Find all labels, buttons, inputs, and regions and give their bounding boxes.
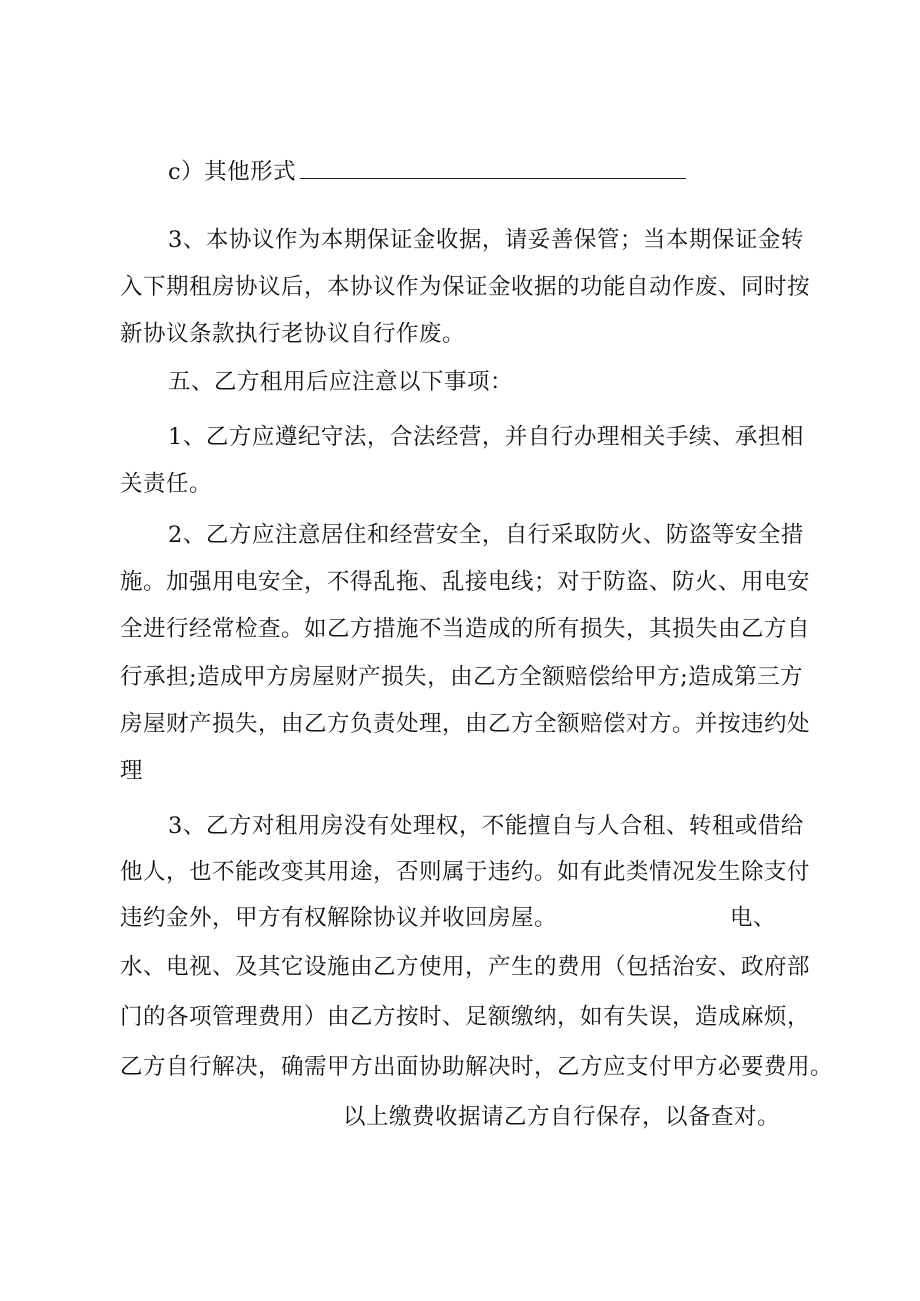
text-line: 施。加强用电安全，不得乱拖、乱接电线；对于防盗、防火、用电安 xyxy=(120,569,811,595)
text-line: 2、乙方应注意居住和经营安全，自行采取防火、防盗等安全措 xyxy=(168,522,804,548)
text-line: 理 xyxy=(120,758,144,784)
closing-note: 以上缴费收据请乙方自行保存，以备查对。 xyxy=(343,1104,781,1130)
text-line: 1、乙方应遵纪守法，合法经营，并自行办理相关手续、承担相 xyxy=(168,424,804,450)
text-line: 水、电视、及其它设施由乙方使用，产生的费用（包括治安、政府部 xyxy=(120,954,811,980)
text-line: 房屋财产损失，由乙方负责处理，由乙方全额赔偿对方。并按违约处 xyxy=(120,711,811,737)
text-line-content: c）其他形式 xyxy=(168,159,297,185)
text-line xyxy=(168,158,686,186)
text-line: 入下期租房协议后，本协议作为保证金收据的功能自动作废、同时按 xyxy=(120,274,811,300)
text-line: 3、乙方对租用房没有处理权，不能擅自与人合租、转租或借给 xyxy=(168,813,804,839)
text-line: 电、 xyxy=(730,905,777,931)
text-line: 他人，也不能改变其用途，否则属于违约。如有此类情况发生除支付 xyxy=(120,859,811,885)
text-line: 全进行经常检查。如乙方措施不当造成的所有损失，其损失由乙方自 xyxy=(120,616,811,642)
section-heading: 五、乙方租用后应注意以下事项： xyxy=(168,369,514,395)
fill-in-blank-line xyxy=(300,160,686,179)
text-line: 门的各项管理费用）由乙方按时、足额缴纳，如有失误，造成麻烦， xyxy=(120,1004,811,1030)
text-line: 违约金外，甲方有权解除协议并收回房屋。 xyxy=(120,905,558,931)
text-line: 新协议条款执行老协议自行作废。 xyxy=(120,321,466,347)
text-line: 关责任。 xyxy=(120,471,213,497)
text-line: 行承担;造成甲方房屋财产损失，由乙方全额赔偿给甲方;造成第三方 xyxy=(120,664,804,690)
text-line: 乙方自行解决，确需甲方出面协助解决时，乙方应支付甲方必要费用。 xyxy=(120,1054,834,1080)
text-line: 3、本协议作为本期保证金收据，请妥善保管；当本期保证金转 xyxy=(168,227,804,253)
